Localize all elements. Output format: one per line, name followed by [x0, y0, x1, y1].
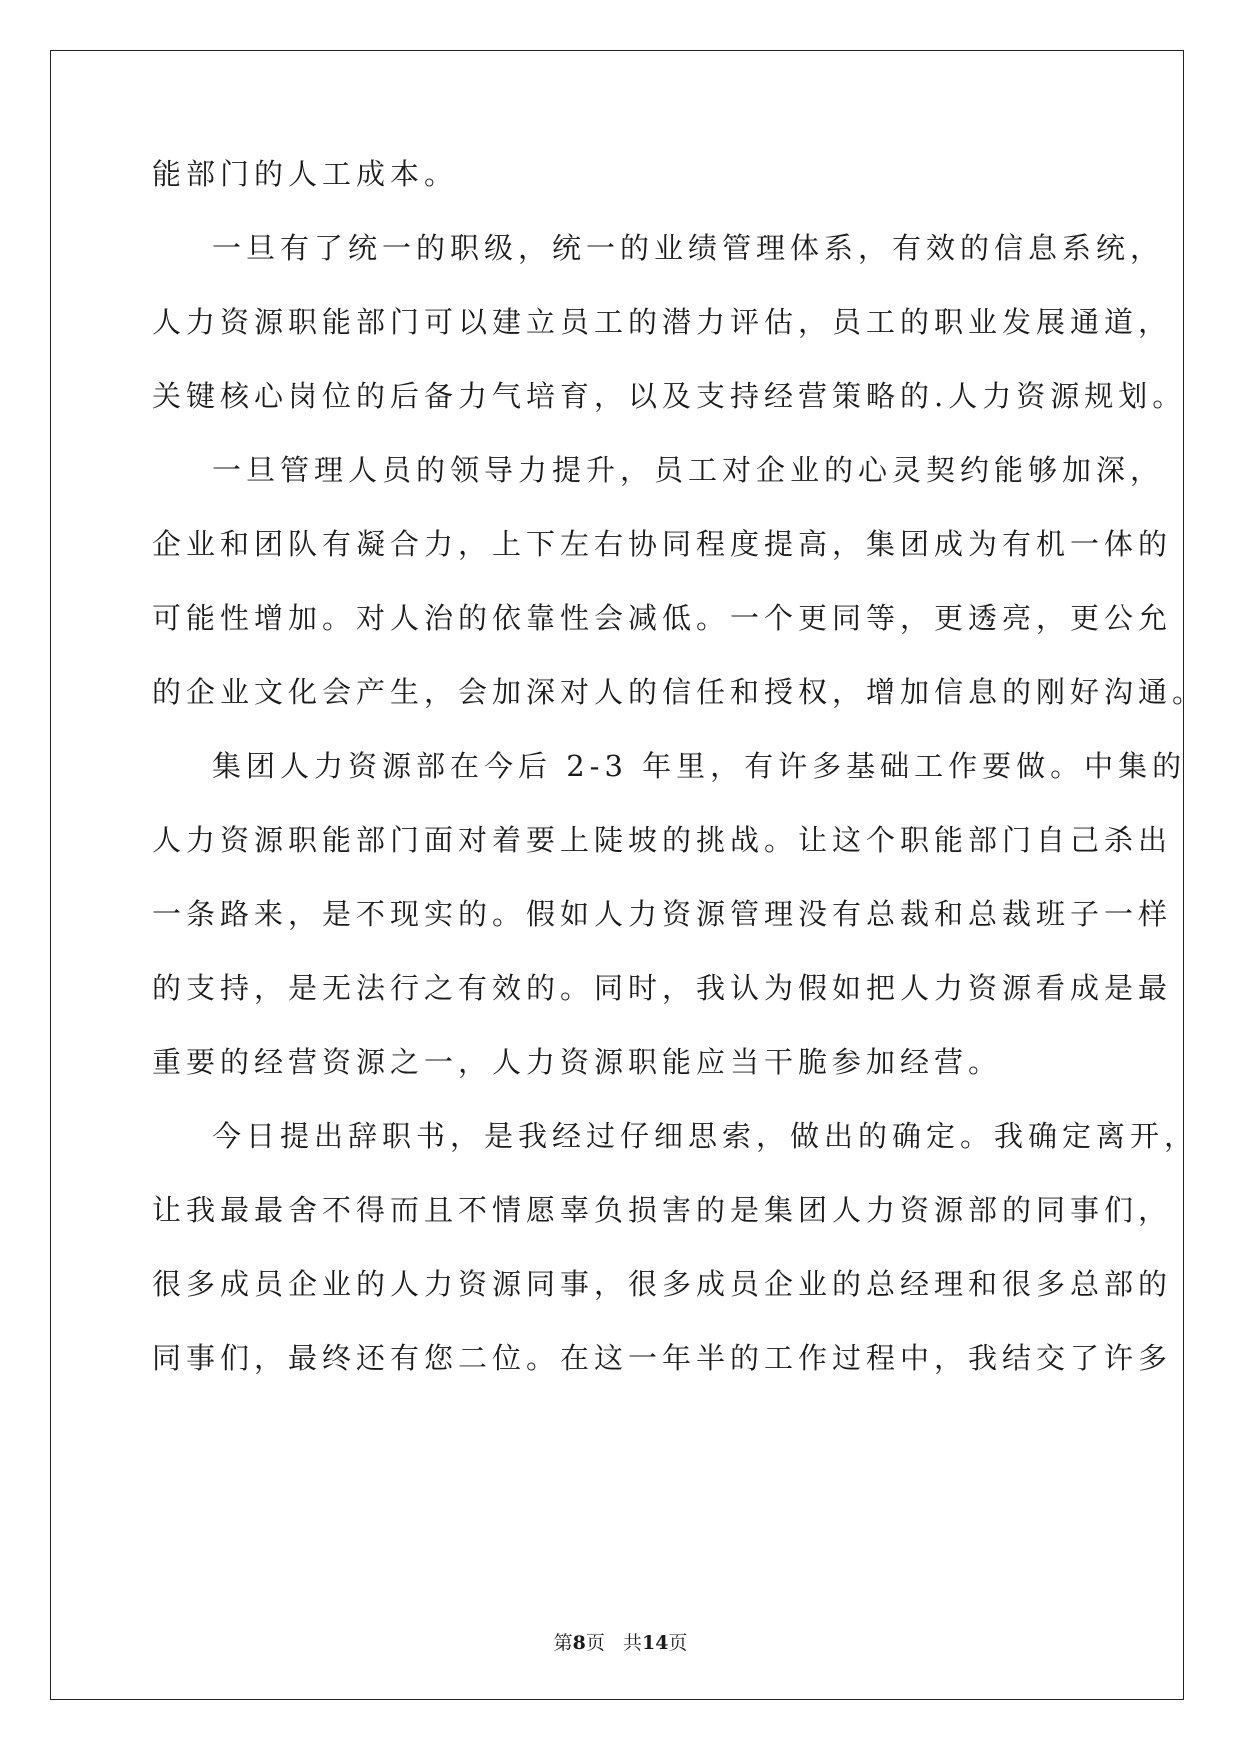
total-suffix: 页 [668, 1632, 688, 1654]
paragraph-first-line: 一旦管理人员的领导力提升，员工对企业的心灵契约能够加深， [212, 453, 1165, 487]
page-number: 8 [572, 1632, 586, 1654]
text-line: 同事们，最终还有您二位。在这一年半的工作过程中，我结交了许多 [152, 1341, 1173, 1375]
paragraph-first-line: 集团人力资源部在今后 2-3 年里，有许多基础工作要做。中集的 [212, 749, 1187, 783]
text-line: 一条路来，是不现实的。假如人力资源管理没有总裁和总裁班子一样 [152, 897, 1173, 931]
page-footer [0, 1628, 1241, 1655]
text-line: 很多成员企业的人力资源同事，很多成员企业的总经理和很多总部的 [152, 1267, 1173, 1301]
text-line: 可能性增加。对人治的依靠性会减低。一个更同等，更透亮，更公允 [152, 601, 1173, 635]
text-line: 能部门的人工成本。 [152, 157, 459, 191]
text-line: 人力资源职能部门面对着要上陡坡的挑战。让这个职能部门自己杀出 [152, 823, 1173, 857]
text-line: 关键核心岗位的后备力气培育，以及支持经营策略的.人力资源规划。 [152, 379, 1187, 413]
text-line: 的企业文化会产生，会加深对人的信任和授权，增加信息的刚好沟通。 [152, 675, 1207, 709]
total-pages: 14 [641, 1632, 669, 1654]
paragraph-first-line: 一旦有了统一的职级，统一的业绩管理体系，有效的信息系统， [212, 231, 1165, 265]
page-suffix: 页 [585, 1632, 605, 1654]
page-prefix: 第 [553, 1632, 573, 1654]
page-border [50, 50, 1187, 1700]
text-line: 重要的经营资源之一，人力资源职能应当干脆参加经营。 [152, 1045, 1003, 1079]
total-prefix: 共 [622, 1632, 642, 1654]
text-line: 人力资源职能部门可以建立员工的潜力评估，员工的职业发展通道， [152, 305, 1173, 339]
text-line: 的支持，是无法行之有效的。同时，我认为假如把人力资源看成是最 [152, 971, 1173, 1005]
text-line: 企业和团队有凝合力，上下左右协同程度提高，集团成为有机一体的 [152, 527, 1173, 561]
paragraph-first-line: 今日提出辞职书，是我经过仔细思索，做出的确定。我确定离开， [212, 1119, 1199, 1153]
text-line: 让我最最舍不得而且不情愿辜负损害的是集团人力资源部的同事们， [152, 1193, 1173, 1227]
